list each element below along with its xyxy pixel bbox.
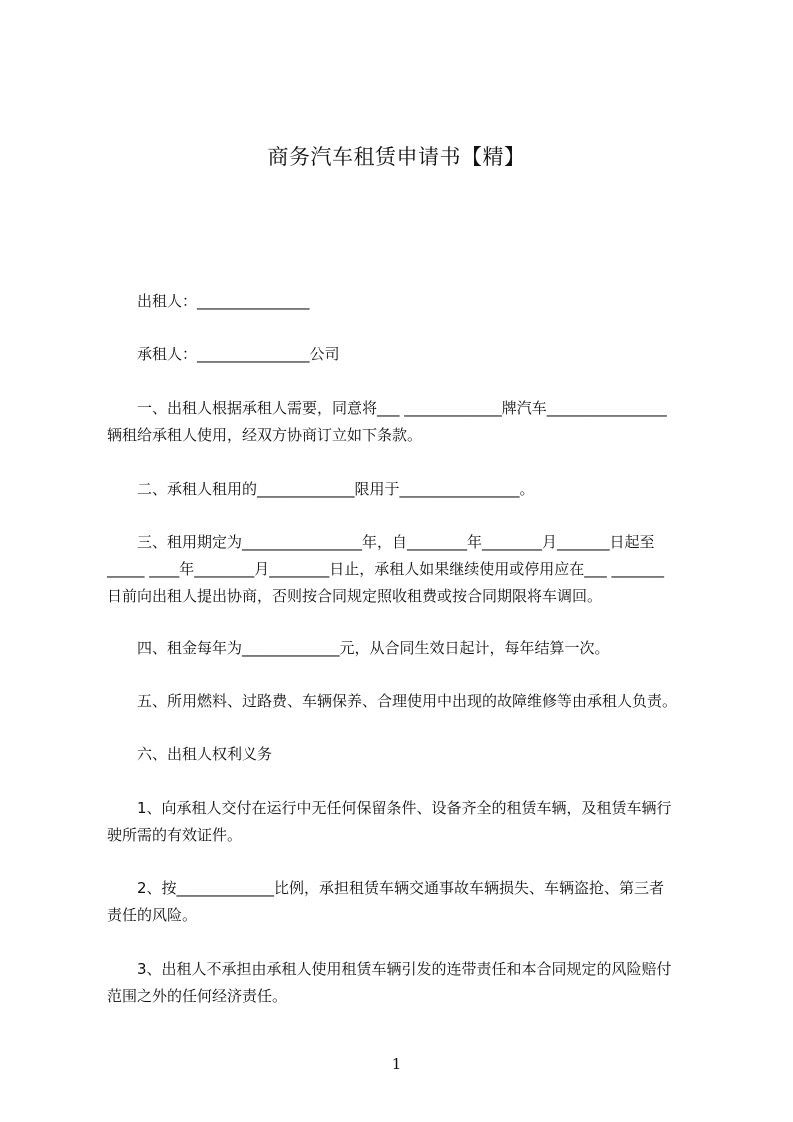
clause-2-line <box>107 478 717 500</box>
clause-4-text: 四、租金每年为_____________元，从合同生效日起计，每年结算一次。 <box>107 639 610 657</box>
clause-5-text: 五、所用燃料、过路费、车辆保养、合理使用中出现的故障维修等由承租人负责。 <box>107 692 678 710</box>
clause-3-text-2: _____ ____年________月________日止，承租人如果继续使用或停用应在___ _______ <box>107 560 665 578</box>
clause-6-2-text-1: 2、按_____________比例，承担租赁车辆交通事故车辆损失、车辆盗抢、第三者 <box>107 879 665 897</box>
clause-1-line-2 <box>107 424 717 446</box>
clause-6-3-line-1 <box>107 958 717 980</box>
clause-6-3-text-1: 3、出租人不承担由承租人使用租赁车辆引发的连带责任和本合同规定的风险赔付 <box>107 960 672 978</box>
clause-6-3-text-2: 范围之外的任何经济责任。 <box>107 987 288 1005</box>
clause-1-text-2: 辆租给承租人使用，经双方协商订立如下条款。 <box>107 426 423 444</box>
clause-6-3-line-2 <box>107 985 717 1007</box>
clause-6-1-text-2: 驶所需的有效证件。 <box>107 826 243 844</box>
lessor-line <box>107 290 717 312</box>
document-title: 商务汽车租赁申请书【精】 <box>267 145 526 169</box>
clause-5-line <box>107 690 717 712</box>
clause-6-1-line-2 <box>107 824 717 846</box>
clause-2-text: 二、承租人租用的_____________限用于________________。 <box>107 480 535 498</box>
clause-3-line-3 <box>107 585 717 607</box>
clause-6-2-text-2: 责任的风险。 <box>107 906 198 924</box>
clause-6-1-line-1 <box>107 797 717 819</box>
clause-3-text-3: 日前向出租人提出协商，否则按合同规定照收租费或按合同期限将车调回。 <box>107 587 603 605</box>
clause-6-heading-text: 六、出租人权利义务 <box>107 745 273 763</box>
clause-6-1-text-1: 1、向承租人交付在运行中无任何保留条件、设备齐全的租赁车辆，及租赁车辆行 <box>107 799 672 817</box>
clause-4-line <box>107 637 717 659</box>
lessee-line <box>107 343 717 365</box>
clause-3-line-2 <box>107 558 717 580</box>
clause-3-text-1: 三、租用期定为________________年，自________年________月_______日起至 <box>107 533 655 551</box>
clause-1-line-1 <box>107 397 717 419</box>
page-number: 1 <box>391 1055 402 1073</box>
lessor-text: 出租人：_______________ <box>107 292 310 310</box>
clause-3-line-1 <box>107 531 717 553</box>
clause-6-2-line-2 <box>107 904 717 926</box>
clause-1-text-1: 一、出租人根据承租人需要，同意将___ _____________牌汽车________________ <box>107 399 667 417</box>
lessee-text: 承租人：_______________公司 <box>107 345 340 363</box>
clause-6-heading <box>107 743 717 765</box>
clause-6-2-line-1 <box>107 877 717 899</box>
